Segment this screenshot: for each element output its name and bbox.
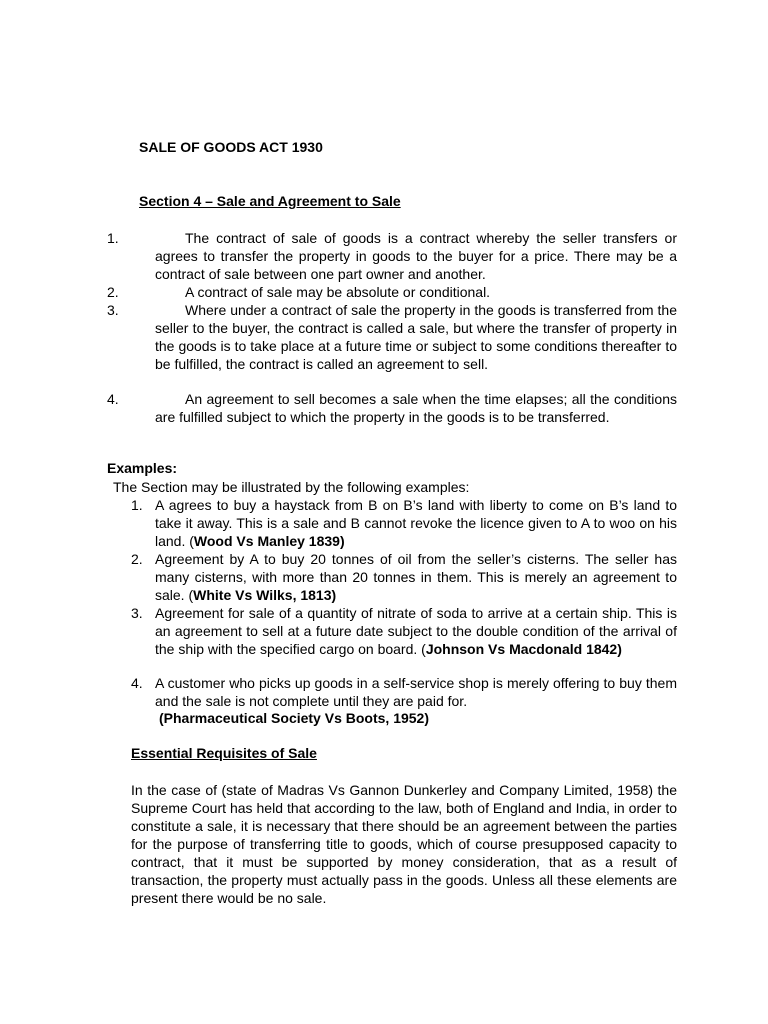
example-number: 1. xyxy=(131,497,143,513)
essential-requisites-paragraph: In the case of (state of Madras Vs Gannon Dunkerley and Company Limited, 1958) the Supreme Court has held that according to the law, both of England and India, in order to constitute a sale, it is necessary that there should be an agreement between the parties for the purpose of transferring title to goods, which of course presupposed capacity to contract, that it must be supported by money consideration, that as a result of transaction, the property must actually pass in the goods. Unless all these elements are present there would be no sale. xyxy=(131,782,677,906)
examples-intro: The Section may be illustrated by the following examples: xyxy=(113,479,470,495)
example-text: A customer who picks up goods in a self-service shop is merely offering to buy them and the sale is not complete until they are paid for. xyxy=(155,675,677,709)
section-item-number: 1. xyxy=(107,230,119,246)
example-number: 3. xyxy=(131,605,143,621)
example-number: 4. xyxy=(131,675,143,691)
example-citation: Wood Vs Manley 1839) xyxy=(193,533,345,549)
section-heading: Section 4 – Sale and Agreement to Sale xyxy=(139,193,401,209)
example-text: Agreement for sale of a quantity of nitrate of soda to arrive at a certain ship. This is an agreement to sell at a future date subject to the double condition of the arrival of the ship with the specified cargo on board. ( xyxy=(155,605,677,657)
section-item-text: Where under a contract of sale the property in the goods is transferred from the seller to the buyer, the contract is called a sale, but where the transfer of property in the goods is to take place at a future time or subject to some conditions thereafter to be fulfilled, the contract is called an agreement to sell. xyxy=(155,302,677,372)
examples-heading: Examples: xyxy=(107,460,178,476)
section-item-text: An agreement to sell becomes a sale when the time elapses; all the conditions are fulfilled subject to which the property in the goods is to be transferred. xyxy=(155,391,677,425)
example-citation: White Vs Wilks, 1813) xyxy=(193,587,337,603)
example-citation: Johnson Vs Macdonald 1842) xyxy=(425,641,622,657)
document-title: SALE OF GOODS ACT 1930 xyxy=(139,139,323,155)
section-item-number: 3. xyxy=(107,302,119,318)
example-citation: (Pharmaceutical Society Vs Boots, 1952) xyxy=(159,710,429,726)
example-number: 2. xyxy=(131,551,143,567)
section-item-number: 4. xyxy=(107,391,119,407)
section-item-number: 2. xyxy=(107,284,119,300)
section-item-text: A contract of sale may be absolute or conditional. xyxy=(185,284,491,300)
example-text: Agreement by A to buy 20 tonnes of oil from the seller’s cisterns. The seller has many cisterns, with more than 20 tonnes in them. This is merely an agreement to sale. ( xyxy=(155,551,677,603)
example-text: A agrees to buy a haystack from B on B’s land with liberty to come on B’s land to take it away. This is a sale and B cannot revoke the licence given to A to woo on his land. ( xyxy=(155,497,677,549)
essential-requisites-heading: Essential Requisites of Sale xyxy=(131,745,317,761)
section-item-text: The contract of sale of goods is a contract whereby the seller transfers or agrees to transfer the property in goods to the buyer for a price. There may be a contract of sale between one part owner and another. xyxy=(155,230,677,282)
